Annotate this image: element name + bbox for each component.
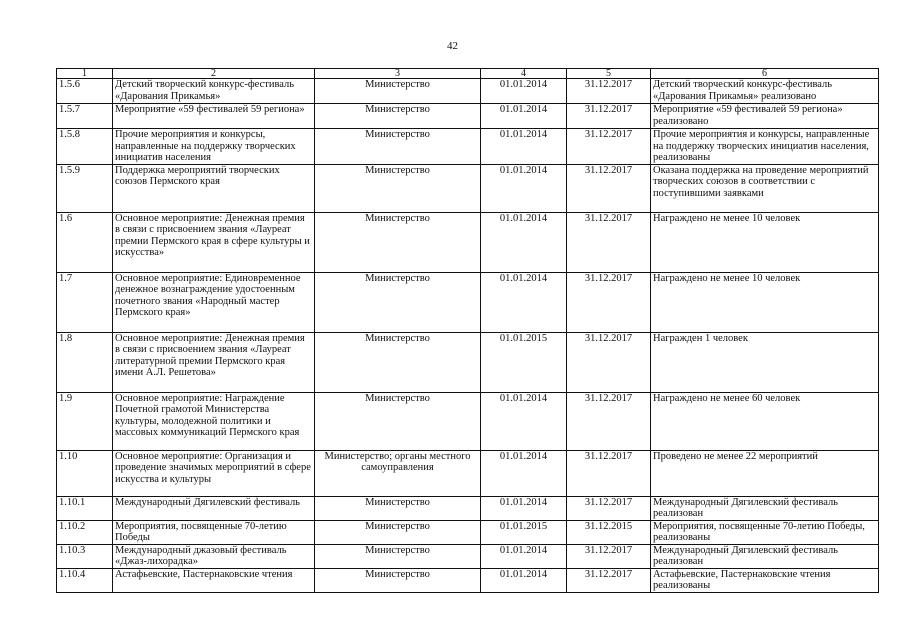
executor-cell: Министерство: [315, 568, 481, 592]
table-row: [57, 129, 879, 165]
executor-cell: Министерство; органы местного самоуправления: [315, 450, 481, 496]
start-date-cell: 01.01.2014: [481, 164, 567, 212]
row-number-cell: 1.10.2: [57, 520, 113, 544]
end-date-cell: 31.12.2017: [567, 332, 651, 392]
table-row: [57, 164, 879, 212]
column-header: 2: [113, 69, 315, 79]
executor-cell: Министерство: [315, 129, 481, 165]
executor-cell: Министерство: [315, 272, 481, 332]
executor-cell: Министерство: [315, 164, 481, 212]
table-row: [57, 332, 879, 392]
activity-name-cell: Мероприятия, посвященные 70-летию Победы: [113, 520, 315, 544]
start-date-cell: 01.01.2014: [481, 104, 567, 129]
activity-name-cell: Поддержка мероприятий творческих союзов Пермского края: [113, 164, 315, 212]
end-date-cell: 31.12.2017: [567, 212, 651, 272]
table-row: [57, 544, 879, 568]
expected-result-cell: Награждено не менее 10 человек: [651, 212, 879, 272]
start-date-cell: 01.01.2014: [481, 496, 567, 520]
row-number-cell: 1.10.3: [57, 544, 113, 568]
expected-result-cell: Прочие мероприятия и конкурсы, направленные на поддержку творческих инициатив населения, реализованы: [651, 129, 879, 165]
row-number-cell: 1.6: [57, 212, 113, 272]
start-date-cell: 01.01.2014: [481, 272, 567, 332]
expected-result-cell: Международный Дягилевский фестиваль реализован: [651, 496, 879, 520]
expected-result-cell: Мероприятия, посвященные 70-летию Победы, реализованы: [651, 520, 879, 544]
end-date-cell: 31.12.2017: [567, 544, 651, 568]
row-number-cell: 1.8: [57, 332, 113, 392]
row-number-cell: 1.10: [57, 450, 113, 496]
expected-result-cell: Проведено не менее 22 мероприятий: [651, 450, 879, 496]
start-date-cell: 01.01.2014: [481, 79, 567, 104]
activity-name-cell: Основное мероприятие: Награждение Почетной грамотой Министерства культуры, молодежной политики и массовых коммуникаций Пермского края: [113, 392, 315, 450]
expected-result-cell: Международный Дягилевский фестиваль реализован: [651, 544, 879, 568]
table-row: [57, 212, 879, 272]
row-number-cell: 1.7: [57, 272, 113, 332]
program-table: [56, 68, 879, 593]
start-date-cell: 01.01.2014: [481, 544, 567, 568]
row-number-cell: 1.5.7: [57, 104, 113, 129]
start-date-cell: 01.01.2015: [481, 520, 567, 544]
start-date-cell: 01.01.2014: [481, 392, 567, 450]
column-header: 3: [315, 69, 481, 79]
row-number-cell: 1.5.8: [57, 129, 113, 165]
executor-cell: Министерство: [315, 212, 481, 272]
executor-cell: Министерство: [315, 79, 481, 104]
column-header: 1: [57, 69, 113, 79]
column-header: 4: [481, 69, 567, 79]
table-row: [57, 520, 879, 544]
executor-cell: Министерство: [315, 392, 481, 450]
row-number-cell: 1.9: [57, 392, 113, 450]
executor-cell: Министерство: [315, 496, 481, 520]
start-date-cell: 01.01.2014: [481, 568, 567, 592]
expected-result-cell: Награждено не менее 60 человек: [651, 392, 879, 450]
column-header: 6: [651, 69, 879, 79]
executor-cell: Министерство: [315, 104, 481, 129]
activity-name-cell: Международный джазовый фестиваль «Джаз-лихорадка»: [113, 544, 315, 568]
activity-name-cell: Астафьевские, Пастернаковские чтения: [113, 568, 315, 592]
column-header: 5: [567, 69, 651, 79]
start-date-cell: 01.01.2014: [481, 450, 567, 496]
table-row: [57, 392, 879, 450]
row-number-cell: 1.10.4: [57, 568, 113, 592]
expected-result-cell: Награжден 1 человек: [651, 332, 879, 392]
executor-cell: Министерство: [315, 520, 481, 544]
activity-name-cell: Основное мероприятие: Единовременное денежное вознаграждение удостоенным почетного звания «Народный мастер Пермского края»: [113, 272, 315, 332]
row-number-cell: 1.5.9: [57, 164, 113, 212]
table-row: [57, 450, 879, 496]
start-date-cell: 01.01.2014: [481, 129, 567, 165]
end-date-cell: 31.12.2017: [567, 392, 651, 450]
end-date-cell: 31.12.2017: [567, 568, 651, 592]
table-row: [57, 272, 879, 332]
executor-cell: Министерство: [315, 544, 481, 568]
start-date-cell: 01.01.2014: [481, 212, 567, 272]
start-date-cell: 01.01.2015: [481, 332, 567, 392]
expected-result-cell: Мероприятие «59 фестивалей 59 региона» реализовано: [651, 104, 879, 129]
table-row: [57, 568, 879, 592]
activity-name-cell: Основное мероприятие: Денежная премия в связи с присвоением звания «Лауреат литературной премии Пермского края имени А.Л. Решетова»: [113, 332, 315, 392]
table-row: [57, 104, 879, 129]
end-date-cell: 31.12.2017: [567, 129, 651, 165]
activity-name-cell: Основное мероприятие: Денежная премия в связи с присвоением звания «Лауреат премии Пермского края в сфере культуры и искусства»: [113, 212, 315, 272]
end-date-cell: 31.12.2017: [567, 164, 651, 212]
activity-name-cell: Прочие мероприятия и конкурсы, направленные на поддержку творческих инициатив населения: [113, 129, 315, 165]
row-number-cell: 1.10.1: [57, 496, 113, 520]
header-row: [57, 69, 879, 79]
end-date-cell: 31.12.2017: [567, 450, 651, 496]
executor-cell: Министерство: [315, 332, 481, 392]
end-date-cell: 31.12.2015: [567, 520, 651, 544]
expected-result-cell: Астафьевские, Пастернаковские чтения реализованы: [651, 568, 879, 592]
page-number: 42: [447, 40, 458, 52]
expected-result-cell: Детский творческий конкурс-фестиваль «Дарования Прикамья» реализовано: [651, 79, 879, 104]
end-date-cell: 31.12.2017: [567, 79, 651, 104]
end-date-cell: 31.12.2017: [567, 272, 651, 332]
row-number-cell: 1.5.6: [57, 79, 113, 104]
activity-name-cell: Детский творческий конкурс-фестиваль «Дарования Прикамья»: [113, 79, 315, 104]
table-row: [57, 79, 879, 104]
table-row: [57, 496, 879, 520]
activity-name-cell: Основное мероприятие: Организация и проведение значимых мероприятий в сфере искусства и культуры: [113, 450, 315, 496]
expected-result-cell: Оказана поддержка на проведение мероприятий творческих союзов в соответствии с поступившими заявками: [651, 164, 879, 212]
end-date-cell: 31.12.2017: [567, 104, 651, 129]
activity-name-cell: Мероприятие «59 фестивалей 59 региона»: [113, 104, 315, 129]
end-date-cell: 31.12.2017: [567, 496, 651, 520]
expected-result-cell: Награждено не менее 10 человек: [651, 272, 879, 332]
activity-name-cell: Международный Дягилевский фестиваль: [113, 496, 315, 520]
